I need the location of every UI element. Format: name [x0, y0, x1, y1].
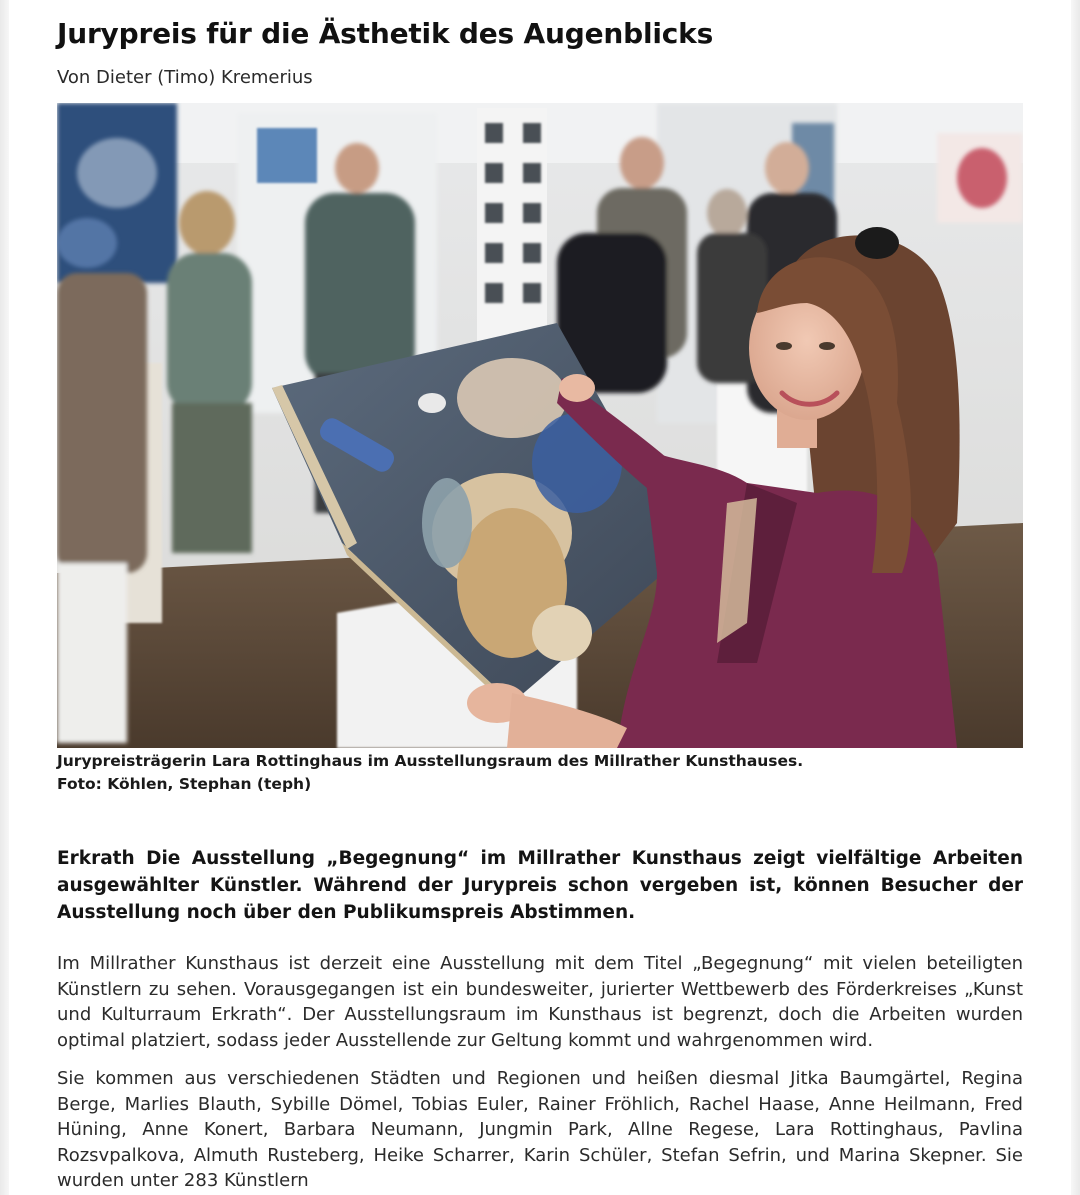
article-title: Jurypreis für die Ästhetik des Augenblicks: [57, 17, 714, 50]
article-paragraph: Im Millrather Kunsthaus ist derzeit eine Ausstellung mit dem Titel „Begegnung“ mit vielen beteiligten Künstlern zu sehen. Vorausgegangen ist ein bundesweiter, jurierter Wettbewerb des Förderkreises „Kunst und Kulturraum Erkrath“. Der Ausstellungsraum im Kunsthaus ist begrenzt, doch die Arbeiten wurden optimal platziert, sodass jeder Ausstellende zur Geltung kommt und wahrgenommen wird.: [57, 953, 1023, 1051]
photo-exhibition-scene: [57, 103, 1023, 748]
article-lead: Erkrath Die Ausstellung „Begegnung“ im Millrather Kunsthaus zeigt vielfältige Arbeiten ausgewählter Künstler. Während der Jurypreis schon vergeben ist, können Besucher der Ausstellung noch über den Publikumspreis Abstimmen.: [57, 848, 1023, 923]
article-paragraph: Sie kommen aus verschiedenen Städten und Regionen und heißen diesmal Jitka Baumgärtel, Regina Berge, Marlies Blauth, Sybille Dömel, Tobias Euler, Rainer Fröhlich, Rachel Haase, Anne Heilmann, Fred Hüning, Anne Konert, Barbara Neumann, Jungmin Park, Allne Regese, Lara Rottinghaus, Pavlina Rozsvpalkova, Almuth Rusteberg, Heike Scharrer, Karin Schüler, Stefan Sefrin, und Marina Skepner. Sie wurden unter 283 Künstlern: [57, 1068, 1023, 1191]
article-byline: Von Dieter (Timo) Kremerius: [57, 67, 313, 88]
caption-text: Jurypreisträgerin Lara Rottinghaus im Ausstellungsraum des Millrather Kunsthauses.: [57, 752, 804, 770]
photo-credit: Foto: Köhlen, Stephan (teph): [57, 775, 312, 793]
page-edge-right: [1071, 0, 1080, 1195]
page-edge-left: [0, 0, 9, 1195]
article-photo: [57, 103, 1023, 748]
photo-caption: [57, 750, 1023, 796]
